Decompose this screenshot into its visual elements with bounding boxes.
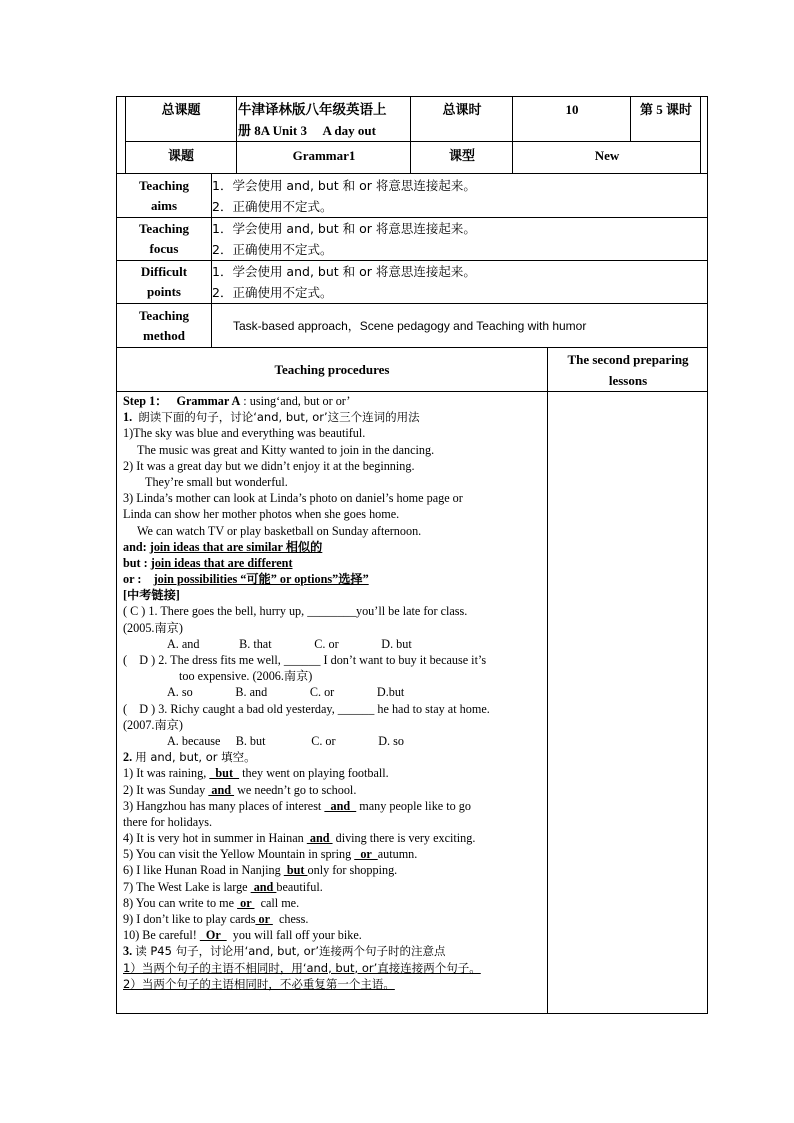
sentence-3a: 3) Linda’s mother can look at Linda’s photo on daniel’s home page or — [123, 491, 463, 506]
fill-1-pre: 1) It was raining, — [123, 766, 210, 781]
difficult-item-2: 2．正确使用不定式。 — [212, 285, 333, 300]
difficult-label-1: Difficult — [140, 264, 188, 279]
or-rule — [123, 571, 543, 587]
header-table — [125, 97, 701, 173]
fill-8-post: call me. — [254, 895, 300, 910]
total-topic-label: 总课题 — [161, 101, 201, 117]
rule-1: 1）当两个句子的主语不相同时，用‘and, but, or’直接连接两个句子。 — [123, 960, 481, 975]
fill-7-answer: and — [250, 879, 277, 894]
step1-label: Step 1： — [123, 394, 168, 408]
step1-title: Grammar A — [176, 394, 241, 408]
fill-4-pre: 4) It is very hot in summer in Hainan — [123, 831, 307, 846]
fill-10-pre: 10) Be careful! — [123, 928, 200, 943]
fill-8 — [123, 895, 543, 911]
procedures-body — [123, 393, 543, 992]
fill-10-answer: Or — [199, 928, 227, 943]
fill-1 — [123, 765, 543, 781]
fill-9-post: chess. — [272, 912, 309, 926]
q1-text: 朗读下面的句子，讨论‘and, but, or’这三个连词的用法 — [138, 410, 420, 425]
aims-label-2: aims — [151, 198, 177, 213]
step1-line — [123, 393, 543, 409]
but-definition: join ideas that are different — [150, 555, 293, 570]
or-definition: join possibilities “可能” or options”选择” — [153, 572, 369, 587]
fill-7-pre: 7) The West Lake is large — [123, 879, 251, 894]
exercise-2-options: A. so B. and C. or D.but — [167, 685, 405, 700]
fill-6 — [123, 862, 543, 878]
fill-9-answer: or — [255, 912, 273, 926]
q2-text: 用 and, but, or 填空。 — [135, 750, 256, 765]
sentence-1a: 1)The sky was blue and everything was beautiful. — [123, 426, 366, 441]
fill-3 — [123, 798, 543, 814]
fill-10 — [123, 927, 543, 943]
aims-label-1: Teaching — [138, 178, 190, 193]
exercise-1-options: A. and B. that C. or D. but — [167, 636, 412, 651]
second-preparing-header — [549, 348, 707, 391]
difficult-item-1: 1．学会使用 and, but 和 or 将意思连接起来。 — [212, 264, 476, 279]
aims-item-2: 2．正确使用不定式。 — [212, 199, 333, 214]
fill-6-pre: 6) I like Hunan Road in Nanjing — [123, 863, 284, 878]
fill-3-post: many people like to go — [356, 798, 471, 813]
difficult-label — [117, 261, 211, 303]
fill-3-answer: and — [324, 798, 357, 813]
focus-label-2: focus — [149, 241, 179, 256]
fill-5-answer: or — [354, 847, 378, 862]
total-topic-line2: 册 8A Unit 3 A day out — [238, 122, 376, 138]
q1-line — [123, 409, 543, 425]
but-label: but : — [123, 555, 148, 570]
focus-label — [117, 218, 211, 260]
exercise-2: ( D ) 2. The dress fits me well, ______ I don’t want to buy it because it’s — [123, 653, 487, 667]
exercise-1: ( C ) 1. There goes the bell, hurry up, ________you’ll be late for class. — [123, 604, 468, 619]
q2-line — [123, 749, 543, 765]
second-preparing-line2: lessons — [608, 372, 648, 388]
q3-line — [123, 943, 543, 959]
q1-num: 1. — [123, 410, 133, 425]
and-definition: join ideas that are similar 相似的 — [149, 539, 323, 554]
total-topic-line1: 牛津译林版八年级英语上 — [238, 101, 387, 117]
exercise-3-year: (2007.南京) — [123, 717, 183, 732]
q2-num: 2. — [123, 750, 133, 765]
rule-2: 2）当两个句子的主语相同时，不必重复第一个主语。 — [123, 976, 395, 991]
aims-label — [117, 175, 211, 217]
type-label: 课型 — [448, 147, 475, 163]
lesson-number: 第 5 课时 — [639, 101, 692, 117]
topic-value: Grammar1 — [292, 147, 356, 163]
fill-5-pre: 5) You can visit the Yellow Mountain in spring — [123, 847, 355, 862]
fill-5-post: autumn. — [377, 847, 418, 862]
and-rule — [123, 539, 543, 555]
focus-item-2: 2．正确使用不定式。 — [212, 242, 333, 257]
total-hours-label: 总课时 — [442, 101, 482, 117]
fill-7 — [123, 879, 543, 895]
and-label: and: — [123, 539, 147, 554]
sentence-3b: Linda can show her mother photos when she goes home. — [123, 507, 400, 522]
fill-9-pre: 9) I don’t like to play cards — [123, 912, 256, 926]
fill-2-answer: and — [208, 782, 235, 797]
method-label-2: method — [143, 327, 185, 343]
method-label — [117, 304, 211, 347]
difficult-label-2: points — [147, 284, 181, 299]
fill-1-answer: but — [209, 766, 240, 781]
fill-1-post: they went on playing football. — [239, 766, 389, 781]
exercise-1-year: (2005.南京) — [123, 620, 183, 635]
or-label: or : — [123, 572, 142, 587]
zhongkao-label: [中考链接] — [123, 588, 180, 603]
procedures-header: Teaching procedures — [274, 362, 390, 377]
fill-6-post: only for shopping. — [307, 863, 398, 878]
total-hours-value: 10 — [565, 101, 579, 117]
exercise-2-cont: too expensive. (2006.南京) — [179, 669, 313, 684]
fill-4-post: diving there is very exciting. — [332, 831, 476, 846]
fill-3-pre: 3) Hangzhou has many places of interest — [123, 798, 325, 813]
fill-7-post: beautiful. — [276, 879, 323, 894]
fill-5 — [123, 846, 543, 862]
fill-9 — [123, 911, 543, 927]
q3-num: 3. — [123, 944, 133, 959]
fill-2 — [123, 782, 543, 798]
sentence-2b: They’re small but wonderful. — [145, 474, 288, 489]
exercise-3: ( D ) 3. Richy caught a bad old yesterday, ______ he had to stay at home. — [123, 701, 490, 716]
sentence-1b: The music was great and Kitty wanted to join in the dancing. — [137, 442, 435, 457]
lesson-plan-table — [116, 96, 708, 1014]
fill-8-answer: or — [237, 895, 255, 910]
fill-3-cont: there for holidays. — [123, 814, 213, 829]
fill-8-pre: 8) You can write to me — [123, 895, 238, 910]
fill-2-pre: 2) It was Sunday — [123, 782, 209, 797]
fill-4 — [123, 830, 543, 846]
sentence-2a: 2) It was a great day but we didn’t enjoy it at the beginning. — [123, 458, 415, 473]
focus-item-1: 1．学会使用 and, but 和 or 将意思连接起来。 — [212, 221, 476, 236]
type-value: New — [594, 147, 620, 163]
step1-rest: : using‘and, but or or’ — [243, 394, 351, 408]
focus-label-1: Teaching — [138, 221, 190, 236]
method-label-1: Teaching — [138, 307, 190, 323]
but-rule — [123, 555, 543, 571]
fill-10-post: you will fall off your bike. — [226, 928, 362, 943]
second-preparing-line1: The second preparing — [567, 351, 689, 367]
q3-text: 读 P45 句子，讨论用‘and, but, or’连接两个句子时的注意点 — [135, 944, 446, 959]
fill-6-answer: but — [283, 863, 308, 878]
topic-label: 课题 — [167, 147, 194, 163]
method-value: Task-based approach，Scene pedagogy and Teaching with humor — [233, 319, 587, 333]
aims-item-1: 1．学会使用 and, but 和 or 将意思连接起来。 — [212, 178, 476, 193]
exercise-3-options: A. because B. but C. or D. so — [167, 733, 404, 748]
fill-4-answer: and — [306, 831, 333, 846]
sentence-3c: We can watch TV or play basketball on Sunday afternoon. — [137, 523, 422, 538]
fill-2-post: we needn’t go to school. — [234, 782, 357, 797]
